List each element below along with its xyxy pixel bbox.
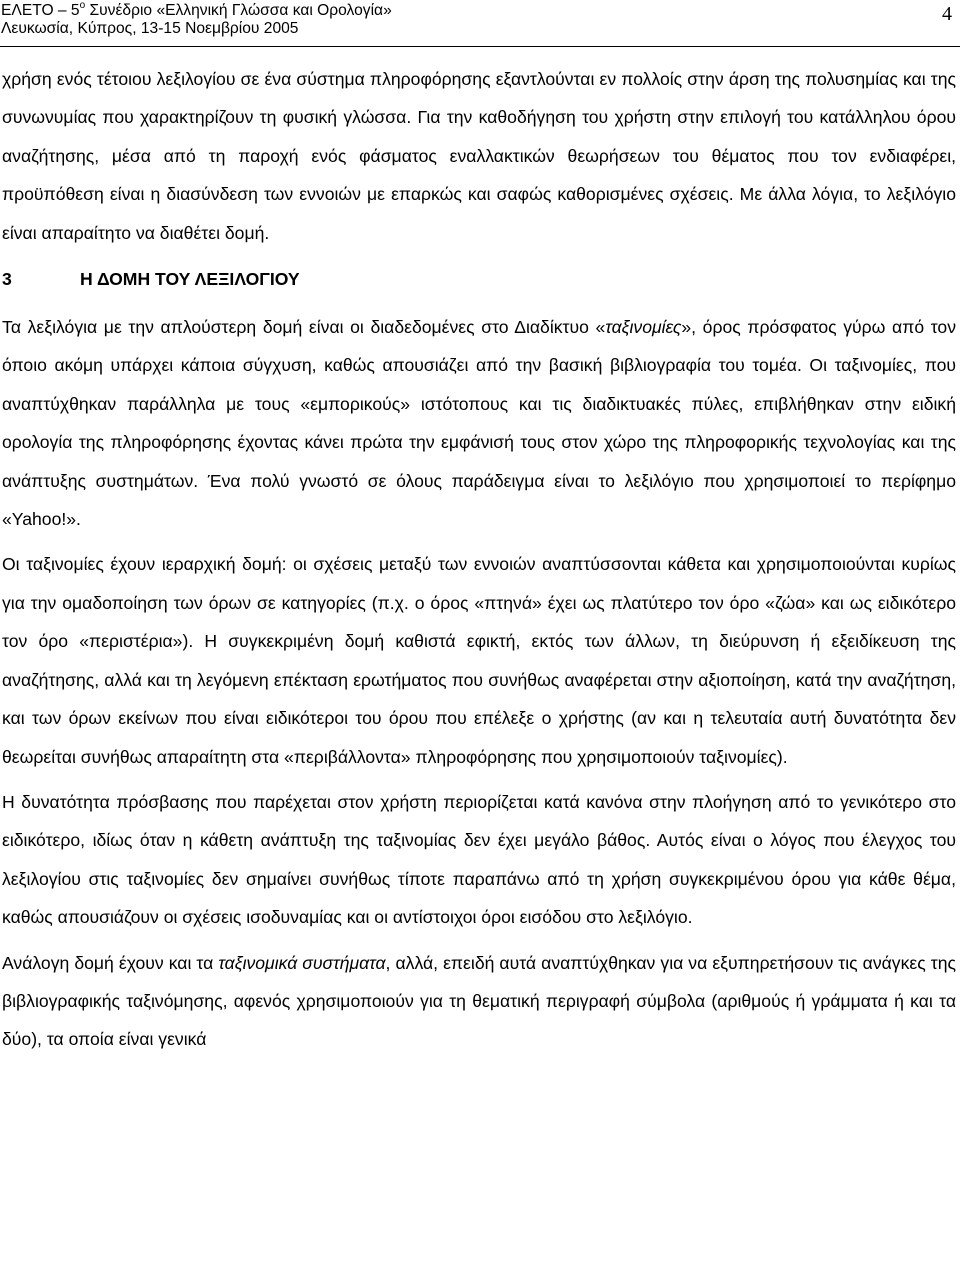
paragraph-text: Ανάλογη δομή έχουν και τα xyxy=(2,952,219,973)
paragraph-intro-continued: χρήση ενός τέτοιου λεξιλογίου σε ένα σύστημα πληροφόρησης εξαντλούνται εν πολλοίς στην άρση της πολυσημίας και της συνωνυμίας που χαρακτηρίζουν τη φυσική γλώσσα. Για την καθοδήγηση του χρήστη στην επιλογή του κατάλληλου όρου αναζήτησης, μέσα από τη παροχή ενός φάσματος εναλλακτικών θεωρήσεων του θέματος που τον ενδιαφέρει, προϋπόθεση είναι η διασύνδεση των εννοιών με επαρκώς και σαφώς καθορισμένες σχέσεις. Με άλλα λόγια, το λεξιλόγιο είναι απαραίτητο να διαθέτει δομή. xyxy=(2,69,956,243)
paragraph-text: », όρος πρόσφατος γύρω από τον όποιο ακόμη υπάρχει κάποια σύγχυση, καθώς απουσιάζει από την βασική βιβλιογραφία του τομέα. Οι ταξινομίες, που αναπτύχθηκαν παράλληλα με τους «εμπορικούς» ιστότοπους και τις διαδικτυακές πύλες, επιβλήθηκαν στην ειδική ορολογία της πληροφόρησης έχοντας κάνει πρώτα την εμφάνισή τους στον χώρο της πληροφορικής τεχνολογίας και της ανάπτυξης συστημάτων. Ένα πολύ γνωστό σε όλους παράδειγμα είναι το λεξιλόγιο που χρησιμοποιεί το περίφημο «Yahoo!». xyxy=(2,317,957,530)
header-divider xyxy=(0,46,960,47)
page-number: 4 xyxy=(942,3,952,25)
page-header xyxy=(0,0,960,50)
paragraph-hierarchy: Οι ταξινομίες έχουν ιεραρχική δομή: οι σχέσεις μεταξύ των εννοιών αναπτύσσονται κάθετα και χρησιμοποιούνται κυρίως για την ομαδοποίηση των όρων σε κατηγορίες (π.χ. ο όρος «πτηνά» έχει ως πλατύτερο τον όρο «ζώα» και ως ειδικότερο τον όρο «περιστέρια»). Η συγκεκριμένη δομή καθιστά εφικτή, εκτός των άλλων, τη διεύρυνση ή εξειδίκευση της αναζήτησης, αλλά και τη λεγόμενη επέκταση ερωτήματος που συνήθως αναφέρεται στην αξιοποίηση, κατά την αναζήτηση, και των όρων εκείνων που είναι ειδικότεροι του όρου που επέλεξε ο χρήστης (αν και η τελευταία αυτή δυνατότητα δεν θεωρείται συνήθως απαραίτητη στα «περιβάλλοντα» πληροφόρησης που χρησιμοποιούν ταξινομίες). xyxy=(2,554,956,767)
section-title: Η ΔΟΜΗ ΤΟΥ ΛΕΞΙΛΟΓΙΟΥ xyxy=(80,269,300,290)
paragraph-text: , αλλά, επειδή αυτά αναπτύχθηκαν για να εξυπηρετήσουν τις ανάγκες της βιβλιογραφικής ταξινόμησης, αφενός χρησιμοποιούν για τη θεματική περιγραφή σύμβολα (αριθμούς ή γράμματα ή και τα δύο), τα οποία είναι γενικά xyxy=(2,952,956,1050)
emphasized-term: ταξινομίες xyxy=(605,317,682,338)
ordinal-superscript: ο xyxy=(79,0,86,11)
document-body xyxy=(2,60,956,1059)
paragraph-classification xyxy=(2,944,956,1059)
section-number: 3 xyxy=(2,269,12,290)
paragraph-taxonomies xyxy=(2,308,956,538)
conference-name: Συνέδριο «Ελληνική Γλώσσα και Ορολογία» xyxy=(85,2,392,19)
conference-prefix: ΕΛΕΤΟ – 5 xyxy=(1,2,80,19)
paragraph-text: Τα λεξιλόγια με την απλούστερη δομή είναι οι διαδεδομένες στο Διαδίκτυο « xyxy=(2,317,606,338)
section-heading xyxy=(2,260,956,298)
conference-location-date: Λευκωσία, Κύπρος, 13-15 Νοεμβρίου 2005 xyxy=(1,20,299,37)
paragraph-navigation: Η δυνατότητα πρόσβασης που παρέχεται στον χρήστη περιορίζεται κατά κανόνα στην πλοήγηση από το γενικότερο στο ειδικότερο, ιδίως όταν η κάθετη ανάπτυξη της ταξινομίας δεν έχει μεγάλο βάθος. Αυτός είναι ο λόγος που έλεγχος του λεξιλογίου στις ταξινομίες δεν σημαίνει συνήθως τίποτε παραπάνω από τη χρήση συγκεκριμένου όρου για κάθε θέμα, καθώς απουσιάζουν οι σχέσεις ισοδυναμίας και οι αντίστοιχοι όροι εισόδου στο λεξιλόγιο. xyxy=(2,791,956,928)
emphasized-term: ταξινομικά συστήματα xyxy=(218,952,386,973)
conference-title xyxy=(1,1,392,21)
